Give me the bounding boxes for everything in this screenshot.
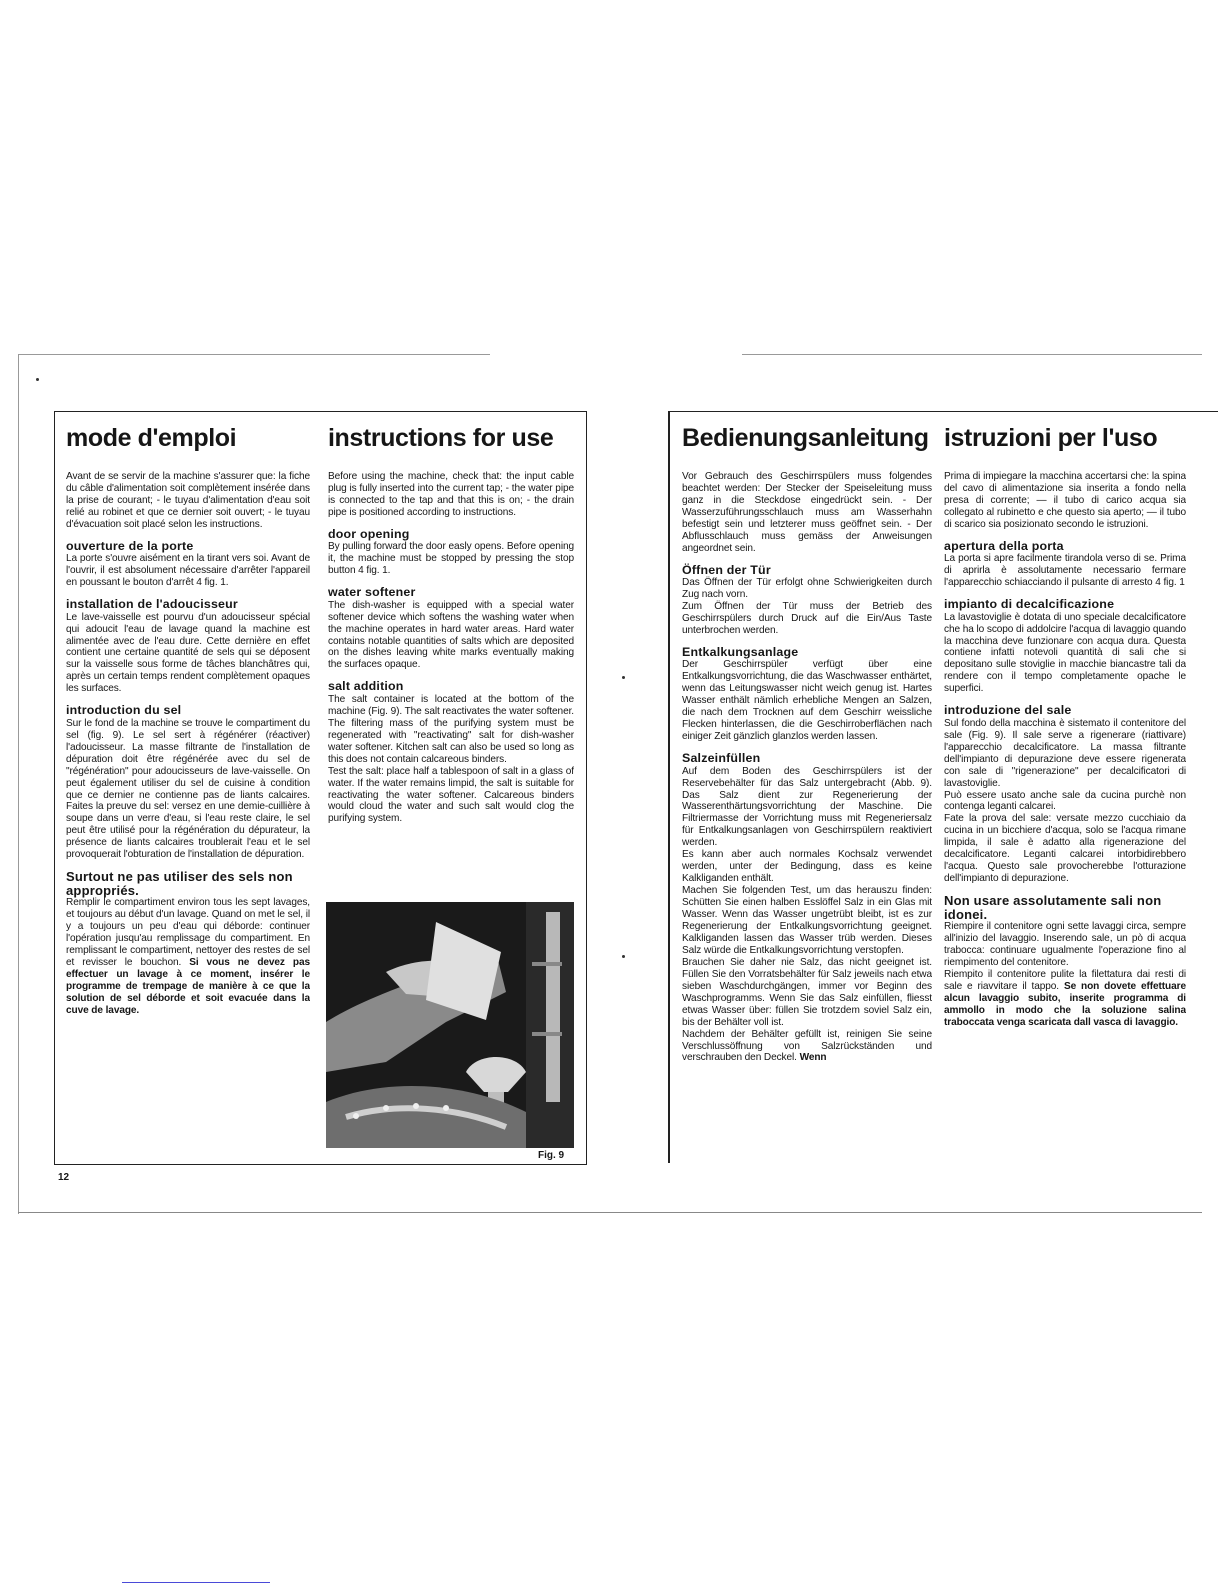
- german-text-door: Das Öffnen der Tür erfolgt ohne Schwierigkeiten durch Zug nach vorn.: [682, 577, 932, 601]
- page-number: 12: [58, 1172, 70, 1183]
- scan-mark: [622, 676, 625, 679]
- italian-title: istruzioni per l'uso: [944, 424, 1158, 452]
- italian-heading-salt: introduzione del sale: [944, 703, 1072, 718]
- french-title: mode d'emploi: [66, 424, 237, 452]
- german-heading-door: Öffnen der Tür: [682, 562, 771, 577]
- right-page-left-edge: [668, 411, 670, 1163]
- figure-9-photo: [326, 902, 574, 1148]
- english-text-door: By pulling forward the door easly opens. Before opening it, the machine must be stopped by pressing the stop button 4 fig. 1.: [328, 541, 574, 577]
- italian-text-warning-2: [944, 969, 1186, 1029]
- german-text-salt-5-body: Nachdem der Behälter gefüllt ist, reinigen Sie seine Verschlussöffnung von Salzrückständen und verschrauben den Deckel.: [682, 1028, 932, 1064]
- italian-text-softener: La lavastoviglie è dotata di uno speciale decalcificatore che ha lo scopo di addolcire l'acqua di lavaggio quando la macchina deve funzionare con acqua dura. Questa contiene infatti notevoli quantità di sali che si depositano sulle stoviglie in macchie biancastre tali da rendere con il tempo completamente opache le superfici.: [944, 611, 1186, 695]
- german-text-salt-5-bold: Wenn: [799, 1052, 827, 1064]
- german-intro: Vor Gebrauch des Geschirrspülers muss folgendes beachtet werden: Der Stecker der Speiseleitung muss ganz in die Steckdose eingedrückt sein. - Der Wasserzuführungsschlauch muss am Wasserhahn befestigt sein und letzterer muss geöffnet sein. - Der Abflusschlauch muss gemäss der Anweisungen angeordnet sein.: [682, 471, 932, 554]
- french-heading-door: ouverture de la porte: [66, 538, 194, 553]
- german-heading-salt: Salzeinfüllen: [682, 751, 761, 766]
- italian-intro: Prima di impiegare la macchina accertarsi che: la spina del cavo di alimentazione sia inserita a fondo nella presa di corrente; — il tubo di carico acqua sia collegato al rubinetto e che questo sia aperto; — il tubo di scarico sia posizionato secondo le istruzioni.: [944, 471, 1186, 530]
- italian-text-salt-3: Fate la prova del sale: versate mezzo cucchiaio da cucina in un bicchiere d'acqua, solo se l'acqua rimane limpida, il sale è adatto alla rigenerazione del decalcificatore. Leganti calcarei intorbidirebbero l'acqua. Questo sale provocherebbe l'otturazione dell'impianto di depurazione.: [944, 813, 1186, 885]
- french-text-door: La porte s'ouvre aisément en la tirant vers soi. Avant de l'ouvrir, il est absolument nécessaire d'arrêter l'appareil en poussant le bouton d'arrêt 4 fig. 1.: [66, 553, 310, 589]
- column-english: [328, 424, 574, 884]
- top-scan-rule-left: [18, 354, 490, 355]
- german-text-salt-2: Es kann aber auch normales Kochsalz verwendet werden, unter der Bedingung, dass es keine Kalkliganden enthält.: [682, 849, 932, 885]
- column-italian: [944, 424, 1186, 1160]
- french-heading-softener: installation de l'adoucisseur: [66, 597, 238, 612]
- italian-text-warning: Riempire il contenitore ogni sette lavaggi circa, sempre all'inizio del lavaggio. Inserendo sale, un pò di acqua trabocca: continuare ugualmente l'operazione fino al riempimento del contenitore.: [944, 921, 1186, 968]
- italian-heading-door: apertura della porta: [944, 538, 1064, 553]
- german-text-door-2: Zum Öffnen der Tür muss der Betrieb des Geschirrspülers durch Druck auf die Ein/Aus Taste unterbrochen werden.: [682, 601, 932, 636]
- italian-heading-warning: Non usare assolutamente sali non idonei.: [944, 893, 1162, 922]
- italian-text-salt: Sul fondo della macchina è sistemato il contenitore del sale (Fig. 9). Il sale serve a rigenerare (riattivare) l'apparecchio decalcificatore. La massa filtrante dell'impianto di depurazione deve essere rigenerata con sale di "rigenerazione" per decalcificatori di lavastoviglie.: [944, 717, 1186, 789]
- french-text-warning: [66, 897, 310, 1017]
- german-text-softener: Der Geschirrspüler verfügt über eine Entkalkungsvorrichtung, die das Waschwasser enthärtet, wenn das Leitungswasser nicht weich genug ist. Hartes Wasser enthält nämlich erhebliche Mengen an Salzen, die nach dem Trocknen auf dem Geschirr weissliche Flecken hinterlassen, die die Geschirroberflächen nach einiger Zeit gänzlich glanzlos werden lassen.: [682, 659, 932, 743]
- english-heading-softener: water softener: [328, 585, 416, 600]
- french-text-warning-body: Remplir le compartiment environ tous les sept lavages, et toujours au début d'un lavage. Quand on met le sel, il y a toujours un peu d'eau qui déborde: continuer l'opération jusqu'au remplissage du compartiment. En remplissant le compartiment, nettoyer des restes de sel et revisser le bouchon.: [66, 897, 310, 968]
- german-text-salt-4: Brauchen Sie daher nie Salz, das nicht geeignet ist. Füllen Sie den Vorratsbehälter für Salz jeweils nach etwa sieben Waschdurchgängen, immer vor Beginn des Waschprogramms. Wenn Sie das Salz einfüllen, fliesst etwas Wasser über: füllen Sie trotzdem soviel Salz ein, bis der Behälter voll ist.: [682, 956, 932, 1028]
- column-french: [66, 424, 310, 1164]
- french-text-softener: Le lave-vaisselle est pourvu d'un adoucisseur spécial qui adoucit l'eau de lavage quand la machine est alimentée avec de l'eau dure. Cette dernière en effet contient une certaine quantité de sels qui se déposent sur la vaisselle sous forme de tâches blanchâtres qui, après un certain temps rendent complètement opaques les surfaces.: [66, 611, 310, 695]
- german-text-salt-3: Machen Sie folgenden Test, um das herauszu finden: Schütten Sie einen halben Esslöffel Salz in ein Glas mit Wasser. Wenn das Wasser ungetrübt bleibt, ist es zur Regenerierung der Entkalkungsvorrichtung geeignet. Kalkliganden lassen das Wasser trüb werden. Dieses Salz würde die Entkalkungsvorrichtung verstopfen.: [682, 885, 932, 956]
- german-heading-softener: Entkalkungsanlage: [682, 644, 799, 659]
- english-intro: Before using the machine, check that: the input cable plug is fully inserted into the current tap; - the water pipe is connected to the tap and that this is on; - the drain pipe is positioned according to instructions.: [328, 471, 574, 518]
- french-text-warning-bold: Si vous ne devez pas effectuer un lavage à ce moment, insérer le programme de trempage de manière à ce que la solution de sel déborde et soit evacuée dans la cuve de lavage.: [66, 957, 310, 1016]
- french-intro: Avant de se servir de la machine s'assurer que: la fiche du câble d'alimentation soit complètement insérée dans la prise de courant; - le tuyau d'alimentation d'eau soit relié au robinet et que ce dernier soit ouvert; - le tuyau d'évacuation soit placé selon les instructions.: [66, 471, 310, 530]
- dishwasher-salt-photo: [326, 902, 574, 1148]
- english-heading-salt: salt addition: [328, 679, 404, 694]
- scan-mark: [622, 955, 625, 958]
- french-heading-warning: Surtout ne pas utiliser des sels non appropriés.: [66, 869, 293, 898]
- german-text-salt-5: [682, 1029, 932, 1065]
- english-text-salt: The salt container is located at the bottom of the machine (Fig. 9). The salt reactivates the water softener. The filtering mass of the purifying system must be regenerated with "reactivating" salt for dish-washer water softener. Kitchen salt can also be used so long as this does not contain calcareous binders.: [328, 693, 574, 765]
- english-title: instructions for use: [328, 424, 554, 452]
- bottom-scan-rule: [18, 1212, 1202, 1213]
- italian-text-warning-2-body: Riempito il contenitore pulite la filettatura dai resti di sale e riavvitare il tappo.: [944, 968, 1186, 992]
- german-title: Bedienungsanleitung: [682, 424, 929, 452]
- italian-text-warning-bold: Se non dovete effettuare alcun lavaggio subito, inserite programma di ammollo in modo che la soluzione salina traboccata venga scaricata dall vasca di lavaggio.: [944, 980, 1186, 1028]
- top-scan-rule-right: [742, 354, 1202, 355]
- left-scan-rule: [18, 354, 19, 1214]
- italian-text-door: La porta si apre facilmente tirandola verso di se. Prima di aprirla è assolutamente necessario fermare l'apparecchio schiacciando il pulsante di arresto 4 fig. 1: [944, 553, 1186, 589]
- right-page-frame: [668, 411, 1218, 412]
- english-heading-door: door opening: [328, 526, 410, 541]
- german-text-salt: Auf dem Boden des Geschirrspülers ist der Reservebehälter für das Salz untergebracht (Abb. 9). Das Salz dient zur Regenerierung der Wasserenthärtungsvorrichtung der Maschine. Die Filtriermasse der Vorrichtung muss mit Regeneriersalz für Entkalkungsanlagen von Geschirrspülern reaktiviert werden.: [682, 765, 932, 849]
- french-text-salt: Sur le fond de la machine se trouve le compartiment du sel (fig. 9). Le sel sert à régénérer (réactiver) l'adoucisseur. La masse filtrante de l'installation de dépuration doit être régénérée avec du sel de "régénération" pour adoucisseurs de lave-vaisselle. On peut également utiliser du sel de cuisine à condition que ce dernier ne contienne pas de liants calcaires. Faites la preuve du sel: versez en une demie-cuillière à soupe dans un verre d'eau, si l'eau reste claire, le sel peut être utilisé pour la régénération du dépurateur, la présence de liants calcaires troublerait l'eau et le sel provoquerait l'obturation de l'installation de dépuration.: [66, 717, 310, 861]
- scan-mark: [36, 378, 39, 381]
- figure-caption: Fig. 9: [538, 1150, 565, 1161]
- french-heading-salt: introduction du sel: [66, 703, 182, 718]
- english-text-salt-test: Test the salt: place half a tablespoon of salt in a glass of water. If the water remains limpid, the salt is suitable for reactivating the water softener. Calcareous binders would cloud the water and such salt would clog the purifying system.: [328, 765, 574, 825]
- italian-text-salt-2: Può essere usato anche sale da cucina purchè non contenga leganti calcarei.: [944, 789, 1186, 813]
- column-german: [682, 424, 932, 1160]
- english-text-softener: The dish-washer is equipped with a special water softener device which softens the washing water when the machine operates in hard water areas. Hard water contains notable quantities of salts which are deposited on the dishes leaving white marks eventually making the surfaces opaque.: [328, 599, 574, 671]
- italian-heading-softener: impianto di decalcificazione: [944, 597, 1115, 612]
- bottom-footer-rule: [122, 1582, 270, 1583]
